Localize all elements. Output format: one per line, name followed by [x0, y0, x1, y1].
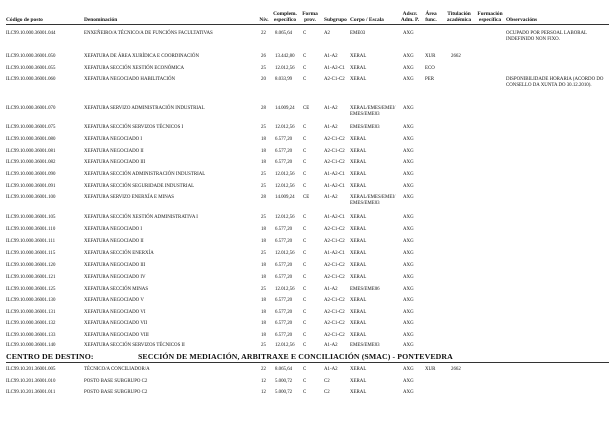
cell-area: XUR: [425, 54, 436, 59]
cell-obs: DISPONIBILIDADE HORARIA (ACORDO DO CONSELLO DA XUNTA DO 30.12.2010).: [506, 77, 604, 88]
cell-code: ILC99.10.000.36001.080: [6, 137, 56, 142]
cell-name: XEFATURA NEGOCIADO VI: [84, 310, 146, 315]
cell-code: ILC99.10.000.36001.140: [6, 343, 56, 348]
cell-comp: 6.577,20: [275, 149, 293, 154]
cell-corpo: EMES/EME06: [350, 287, 380, 292]
header-codigo: Código de posto: [6, 17, 43, 23]
cell-code: ILC99.10.000.36001.060: [6, 77, 56, 82]
cell-code: ILC99.10.000.36001.075: [6, 125, 56, 130]
cell-name: XEFATURA SECCIÓN ADMINISTRACIÓN INDUSTRIAL: [84, 172, 206, 177]
cell-name: XEFATURA NEGOCIADO HABILITACIÓN: [84, 77, 176, 82]
cell-adscr: AXG: [403, 239, 414, 244]
cell-forma: C: [303, 367, 307, 372]
cell-comp: 6.577,20: [275, 239, 293, 244]
cell-nivel: 18: [261, 149, 266, 154]
cell-sub: A1-A2-C1: [324, 184, 345, 189]
cell-corpo: XERAL: [350, 263, 367, 268]
cell-forma: C: [303, 149, 307, 154]
cell-adscr: AXG: [403, 343, 414, 348]
cell-comp: 12.012,56: [275, 287, 295, 292]
cell-comp: 12.012,56: [275, 251, 295, 256]
cell-nivel: 20: [261, 77, 266, 82]
cell-code: ILC99.10.000.36001.110: [6, 227, 56, 232]
cell-nivel: 18: [261, 275, 266, 280]
cell-adscr: AXG: [403, 298, 414, 303]
cell-tit: 2662: [451, 54, 461, 59]
cell-sub: A1-A2: [324, 195, 338, 200]
cell-name: XEFATURA SECCIÓN SERVIZOS TÉCNICOS II: [84, 343, 185, 348]
cell-forma: C: [303, 31, 307, 36]
cell-comp: 13.442,80: [275, 54, 295, 59]
header-complemento: Complem. específico: [273, 11, 297, 24]
cell-adscr: AXG: [403, 367, 414, 372]
cell-name: XEFATURA SERVIZO ADMINISTRACIÓN INDUSTRIAL: [84, 106, 205, 111]
cell-sub: A1-A2-C1: [324, 172, 345, 177]
cell-adscr: AXG: [403, 54, 414, 59]
cell-name: XEFATURA NEGOCIADO I: [84, 227, 143, 232]
cell-forma: C: [303, 251, 307, 256]
cell-sub: A2-C1-C2: [324, 227, 345, 232]
cell-forma: C: [303, 137, 307, 142]
cell-forma: C: [303, 343, 307, 348]
cell-corpo: XERAL: [350, 321, 367, 326]
cell-code: ILC99.10.000.36001.120: [6, 263, 56, 268]
cell-forma: C: [303, 390, 307, 395]
cell-adscr: AXG: [403, 287, 414, 292]
cell-sub: A1-A2: [324, 106, 338, 111]
cell-forma: C: [303, 310, 307, 315]
cell-forma: C: [303, 66, 307, 71]
cell-sub: A2-C1-C2: [324, 310, 345, 315]
cell-name: XEFATURA DE ÁREA XURÍDICA E COORDINACIÓN: [84, 54, 199, 59]
cell-sub: A1-A2-C1: [324, 66, 345, 71]
cell-code: ILC99.10.000.36001.070: [6, 106, 56, 111]
cell-corpo: XERAL: [350, 379, 367, 384]
cell-code: ILC99.10.000.36001.090: [6, 172, 56, 177]
cell-adscr: AXG: [403, 31, 414, 36]
cell-comp: 6.577,20: [275, 160, 293, 165]
cell-code: ILC99.10.000.36001.081: [6, 149, 56, 154]
cell-sub: A1-A2: [324, 367, 338, 372]
cell-adscr: AXG: [403, 390, 414, 395]
cell-name: XEFATURA NEGOCIADO I: [84, 137, 143, 142]
cell-area: PER: [425, 77, 434, 82]
cell-name: XEFATURA SECCIÓN SERVIZOS TÉCNICOS I: [84, 125, 184, 130]
cell-sub: A1-A2: [324, 54, 338, 59]
cell-corpo: XERAL: [350, 298, 367, 303]
cell-corpo: XERAL: [350, 251, 367, 256]
cell-name: XEFATURA SECCIÓN ENERXÍA: [84, 251, 154, 256]
cell-corpo: XERAL: [350, 333, 367, 338]
cell-nivel: 22: [261, 31, 266, 36]
cell-corpo: XERAL: [350, 149, 367, 154]
cell-nivel: 18: [261, 333, 266, 338]
cell-name: POSTO BASE SUBGRUPO C2: [84, 390, 148, 395]
cell-adscr: AXG: [403, 227, 414, 232]
cell-forma: C: [303, 379, 307, 384]
cell-comp: 12.012,56: [275, 184, 295, 189]
header-subgrupo: Subgrupo: [324, 17, 347, 23]
cell-comp: 14.009,24: [275, 106, 295, 111]
cell-adscr: AXG: [403, 77, 414, 82]
cell-comp: 12.012,56: [275, 343, 295, 348]
header-denominacion: Denominación: [84, 17, 118, 23]
cell-tit: 2662: [451, 367, 461, 372]
cell-adscr: AXG: [403, 172, 414, 177]
cell-comp: 6.577,20: [275, 333, 293, 338]
cell-adscr: AXG: [403, 184, 414, 189]
cell-code: ILC99.10.000.36001.100: [6, 195, 56, 200]
cell-corpo: XERAL: [350, 227, 367, 232]
cell-corpo: XERAL: [350, 77, 367, 82]
cell-forma: C: [303, 275, 307, 280]
cell-nivel: 18: [261, 137, 266, 142]
cell-code: ILC99.10.000.36001.121: [6, 275, 56, 280]
cell-nivel: 25: [261, 172, 266, 177]
cell-nivel: 28: [261, 195, 266, 200]
cell-code: ILC99.10.000.36001.091: [6, 184, 56, 189]
cell-nivel: 22: [261, 367, 266, 372]
cell-corpo: XERAL: [350, 367, 367, 372]
cell-name: XEFATURA NEGOCIADO II: [84, 149, 144, 154]
header-nivel: Nív.: [259, 17, 269, 23]
cell-adscr: AXG: [403, 149, 414, 154]
cell-code: ILC99.10.201.36001.005: [6, 367, 56, 372]
cell-sub: C2: [324, 379, 330, 384]
cell-comp: 6.577,20: [275, 263, 293, 268]
section-title: SECCIÓN DE MEDIACIÓN, ARBITRAXE E CONCILIACIÓN (SMAC) - PONTEVEDRA: [138, 352, 453, 361]
cell-code: ILC99.10.000.36001.130: [6, 298, 56, 303]
section-label: CENTRO DE DESTINO:: [6, 352, 94, 361]
cell-adscr: AXG: [403, 125, 414, 130]
cell-comp: 6.577,20: [275, 310, 293, 315]
cell-corpo: XERAL: [350, 310, 367, 315]
cell-sub: A2-C1-C2: [324, 263, 345, 268]
cell-code: ILC99.10.000.36001.133: [6, 333, 56, 338]
header-rule: [6, 24, 609, 25]
header-observacions: Observacións: [506, 17, 538, 23]
cell-comp: 5.000,72: [275, 379, 293, 384]
cell-corpo: XERAL: [350, 137, 367, 142]
cell-area: XUR: [425, 367, 436, 372]
cell-corpo: XERAL: [350, 66, 367, 71]
cell-name: XEFATURA NEGOCIADO V: [84, 298, 144, 303]
cell-comp: 8.065,64: [275, 367, 293, 372]
cell-code: ILC99.10.000.36001.115: [6, 251, 56, 256]
cell-name: XEFATURA SECCIÓN XESTIÓN ECONÓMICA: [84, 66, 185, 71]
cell-forma: CE: [303, 195, 310, 200]
cell-corpo: EMES/EME03: [350, 343, 380, 348]
cell-adscr: AXG: [403, 379, 414, 384]
cell-name: XEFATURA NEGOCIADO III: [84, 160, 146, 165]
cell-sub: A2-C1-C2: [324, 321, 345, 326]
cell-name: ENXEÑEIRO/A TÉCNICO/A DE FUNCIÓNS FACULTATIVAS: [84, 31, 213, 36]
cell-nivel: 18: [261, 310, 266, 315]
cell-code: ILC99.10.000.36001.082: [6, 160, 56, 165]
header-adscr: Adscr. Adm. P.: [400, 11, 420, 24]
cell-code: ILC99.10.000.36001.105: [6, 215, 56, 220]
cell-code: ILC99.10.000.36001.131: [6, 310, 56, 315]
cell-corpo: XERAL: [350, 239, 367, 244]
cell-nivel: 18: [261, 239, 266, 244]
cell-forma: C: [303, 333, 307, 338]
cell-comp: 6.577,20: [275, 137, 293, 142]
cell-comp: 12.012,56: [275, 66, 295, 71]
cell-forma: C: [303, 172, 307, 177]
cell-corpo: XERAL: [350, 184, 367, 189]
cell-adscr: AXG: [403, 160, 414, 165]
cell-forma: C: [303, 321, 307, 326]
cell-name: POSTO BASE SUBGRUPO C2: [84, 379, 148, 384]
cell-name: XEFATURA NEGOCIADO VIII: [84, 333, 149, 338]
cell-name: XEFATURA SECCIÓN XESTIÓN ADMINISTRATIVA I: [84, 215, 198, 220]
cell-corpo: XERAL: [350, 275, 367, 280]
cell-nivel: 12: [261, 390, 266, 395]
cell-nivel: 26: [261, 54, 266, 59]
cell-name: XEFATURA NEGOCIADO IV: [84, 275, 146, 280]
cell-nivel: 28: [261, 106, 266, 111]
cell-code: ILC99.10.000.36001.111: [6, 239, 56, 244]
cell-name: XEFATURA NEGOCIADO III: [84, 263, 146, 268]
cell-corpo: EME03: [350, 31, 366, 36]
cell-nivel: 18: [261, 263, 266, 268]
cell-adscr: AXG: [403, 106, 414, 111]
cell-corpo: XERAL: [350, 160, 367, 165]
cell-comp: 6.577,20: [275, 321, 293, 326]
cell-corpo: XERAL: [350, 172, 367, 177]
cell-comp: 12.012,56: [275, 125, 295, 130]
cell-comp: 12.012,56: [275, 215, 295, 220]
cell-sub: A2-C1-C2: [324, 275, 345, 280]
cell-adscr: AXG: [403, 275, 414, 280]
cell-nivel: 18: [261, 298, 266, 303]
cell-sub: A1-A2: [324, 287, 338, 292]
cell-sub: A1-A2-C1: [324, 251, 345, 256]
cell-adscr: AXG: [403, 215, 414, 220]
cell-adscr: AXG: [403, 321, 414, 326]
cell-adscr: AXG: [403, 333, 414, 338]
cell-comp: 8.033,99: [275, 77, 293, 82]
cell-forma: C: [303, 227, 307, 232]
cell-sub: A2-C1-C2: [324, 77, 345, 82]
cell-nivel: 18: [261, 227, 266, 232]
cell-nivel: 18: [261, 321, 266, 326]
cell-code: ILC99.10.201.36001.011: [6, 390, 56, 395]
cell-adscr: AXG: [403, 263, 414, 268]
cell-obs: OCUPADO POR PERSOAL LABORAL INDEFINIDO NON FIXO.: [506, 31, 587, 42]
cell-name: TÉCNICO/A CONCILIADOR/A: [84, 367, 150, 372]
cell-nivel: 25: [261, 184, 266, 189]
cell-sub: A1-A2: [324, 343, 338, 348]
cell-sub: A2-C1-C2: [324, 160, 345, 165]
cell-code: ILC99.10.000.36001.055: [6, 66, 56, 71]
cell-code: ILC99.10.000.36001.050: [6, 54, 56, 59]
cell-sub: A2-C1-C2: [324, 137, 345, 142]
cell-sub: A2-C1-C2: [324, 298, 345, 303]
cell-comp: 6.577,20: [275, 298, 293, 303]
cell-code: ILC99.10.000.36001.044: [6, 31, 56, 36]
header-corpo: Corpo / Escala: [350, 17, 384, 23]
cell-code: ILC99.10.000.36001.125: [6, 287, 56, 292]
cell-nivel: 25: [261, 125, 266, 130]
cell-forma: C: [303, 239, 307, 244]
cell-sub: A1-A2-C1: [324, 215, 345, 220]
cell-sub: A2: [324, 31, 330, 36]
cell-forma: CE: [303, 106, 310, 111]
header-forma: Forma prov.: [302, 11, 318, 24]
cell-forma: C: [303, 298, 307, 303]
cell-forma: C: [303, 184, 307, 189]
cell-comp: 6.577,20: [275, 275, 293, 280]
cell-forma: C: [303, 263, 307, 268]
cell-nivel: 25: [261, 66, 266, 71]
cell-adscr: AXG: [403, 195, 414, 200]
cell-name: XEFATURA NEGOCIADO VII: [84, 321, 148, 326]
cell-nivel: 25: [261, 287, 266, 292]
section-rule: [6, 362, 609, 363]
cell-corpo: XERAL/EMES/EMEI/ EMES/EME03: [350, 106, 396, 117]
cell-nivel: 25: [261, 215, 266, 220]
cell-forma: C: [303, 160, 307, 165]
cell-forma: C: [303, 215, 307, 220]
cell-adscr: AXG: [403, 310, 414, 315]
cell-comp: 6.577,20: [275, 227, 293, 232]
cell-comp: 5.000,72: [275, 390, 293, 395]
cell-corpo: XERAL: [350, 54, 367, 59]
cell-forma: C: [303, 287, 307, 292]
cell-name: XEFATURA SECCIÓN MINAS: [84, 287, 149, 292]
cell-corpo: XERAL: [350, 215, 367, 220]
cell-corpo: EMES/EME03: [350, 125, 380, 130]
cell-name: XEFATURA SERVIZO ENERXÍA E MINAS: [84, 195, 174, 200]
cell-name: XEFATURA NEGOCIADO II: [84, 239, 144, 244]
cell-code: ILC99.10.000.36001.132: [6, 321, 56, 326]
cell-forma: C: [303, 54, 307, 59]
cell-sub: C2: [324, 390, 330, 395]
cell-adscr: AXG: [403, 251, 414, 256]
header-titulacion: Titulación académica: [446, 11, 472, 24]
cell-comp: 12.012,56: [275, 172, 295, 177]
cell-area: ECO: [425, 66, 435, 71]
cell-nivel: 25: [261, 251, 266, 256]
cell-corpo: XERAL: [350, 390, 367, 395]
cell-nivel: 25: [261, 343, 266, 348]
cell-adscr: AXG: [403, 137, 414, 142]
header-formacion: Formación específica: [477, 11, 503, 24]
cell-sub: A2-C1-C2: [324, 333, 345, 338]
cell-sub: A1-A2: [324, 125, 338, 130]
cell-sub: A2-C1-C2: [324, 239, 345, 244]
cell-comp: 8.065,64: [275, 31, 293, 36]
cell-nivel: 18: [261, 160, 266, 165]
header-area: Área func.: [425, 11, 437, 24]
cell-code: ILC99.10.201.36001.010: [6, 379, 56, 384]
cell-sub: A2-C1-C2: [324, 149, 345, 154]
cell-adscr: AXG: [403, 66, 414, 71]
cell-name: XEFATURA SECCIÓN SEGURIDADE INDUSTRIAL: [84, 184, 195, 189]
cell-forma: C: [303, 125, 307, 130]
cell-corpo: XERAL/EMES/EMEI/ EMES/EME03: [350, 195, 396, 206]
cell-forma: C: [303, 77, 307, 82]
cell-comp: 14.009,24: [275, 195, 295, 200]
cell-nivel: 12: [261, 379, 266, 384]
